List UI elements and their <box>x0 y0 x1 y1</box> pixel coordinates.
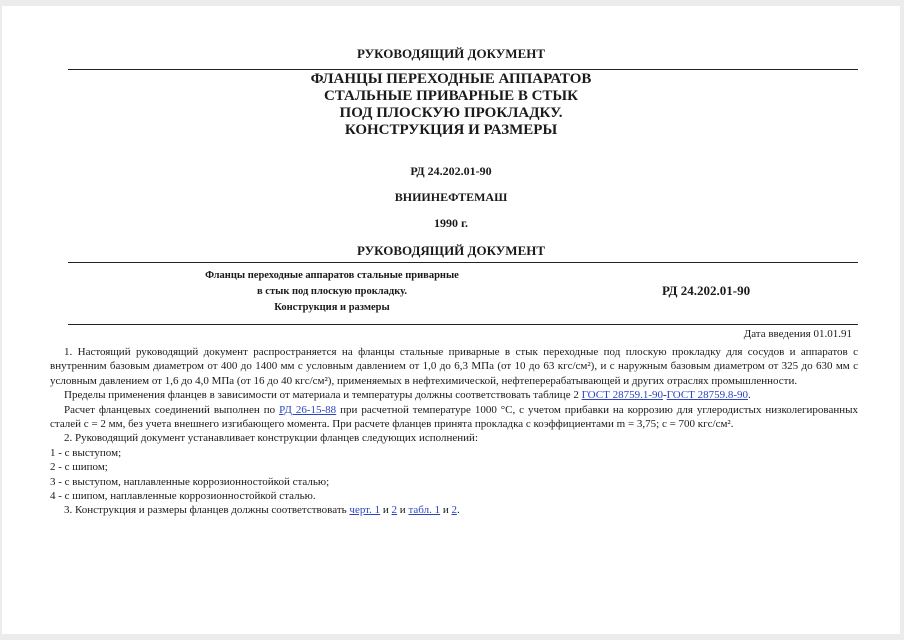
rd-26-15-88-link[interactable]: РД 26-15-88 <box>279 403 337 416</box>
title-line: ПОД ПЛОСКУЮ ПРОКЛАДКУ. <box>339 105 563 121</box>
section-code: РД 24.202.01-90 <box>662 283 751 298</box>
doc-type-header: РУКОВОДЯЩИЙ ДОКУМЕНТ <box>356 46 546 61</box>
year: 1990 г. <box>433 216 469 230</box>
document-page <box>2 6 900 634</box>
text-span: Расчет фланцевых соединений выполнен по <box>64 403 280 416</box>
paragraph-scope: 1. Настоящий руководящий документ распространяется на фланцы стальные приварные в стык переходные под плоскую прокладку для сосудов и аппаратов с внутренним базовым диаметром от 400 до 1400 мм с условным давлением от 1,0 до 6,3 МПа (от 10 до 63 кгс/см²), и с наружным базовым диаметром от 325 до 630 мм с условным давлением от 1,6 до 4,0 МПа (от 16 до 40 кгс/см²), применяемых в нефтехимической, нефтеперерабатывающей и других отраслях промышленности. <box>50 346 858 387</box>
subject-line: в стык под плоскую прокладку. <box>257 286 407 297</box>
text-span: и <box>397 504 409 517</box>
gost-28759-8-link[interactable]: ГОСТ 28759.8-90 <box>666 389 749 402</box>
text-span: 3. Конструкция и размеры фланцев должны соответствовать <box>64 504 350 517</box>
drawing-1-link[interactable]: черт. 1 <box>349 504 381 517</box>
document-body <box>50 345 858 518</box>
table-2-link[interactable]: 2 <box>451 504 457 517</box>
section-rule <box>68 262 858 263</box>
list-item: 2 - с шипом; <box>50 461 108 474</box>
introduction-date: Дата введения 01.01.91 <box>743 328 852 340</box>
title-line: ФЛАНЦЫ ПЕРЕХОДНЫЕ АППАРАТОВ <box>310 71 592 87</box>
paragraph-calculation <box>50 403 858 432</box>
text-span: . <box>456 504 460 517</box>
list-item: 3 - с выступом, наплавленные коррозионностойкой сталью; <box>50 475 330 488</box>
text-span: при расчетной температуре 1000 °С, с учетом прибавки на коррозию для углеродистых низколегированных сталей с = 2 мм, без учета внешнего изгибающего момента. При расчете фланцев принята прокладка с коэффициентами m = 3,75; c = 700 кгс/см². <box>50 403 859 431</box>
subject-line: Фланцы переходные аппаратов стальные приварные <box>205 270 459 281</box>
subject-rule <box>68 324 858 325</box>
paragraph-dimensions <box>50 503 858 517</box>
document-title <box>2 71 900 139</box>
header-rule <box>68 69 858 70</box>
text-span: Пределы применения фланцев в зависимости от материала и температуры должны соответствовать таблице 2 <box>64 389 582 402</box>
text-span: - <box>662 389 667 402</box>
document-subject <box>152 268 512 316</box>
text-span: и <box>380 504 392 517</box>
paragraph-limits <box>50 388 858 402</box>
document-code: РД 24.202.01-90 <box>410 164 492 178</box>
paragraph-designs: 2. Руководящий документ устанавливает конструкции фланцев следующих исполнений: <box>64 432 478 445</box>
list-item: 4 - с шипом, наплавленные коррозионностойкой сталью. <box>50 490 316 503</box>
subject-line: Конструкция и размеры <box>274 302 390 313</box>
title-line: КОНСТРУКЦИЯ И РАЗМЕРЫ <box>344 122 558 138</box>
organization: ВНИИНЕФТЕМАШ <box>394 190 508 204</box>
drawing-2-link[interactable]: 2 <box>391 504 398 517</box>
list-item: 1 - с выступом; <box>50 446 122 459</box>
text-span: и <box>440 504 452 517</box>
title-line: СТАЛЬНЫЕ ПРИВАРНЫЕ В СТЫК <box>323 88 579 104</box>
text-span: . <box>748 389 751 402</box>
table-1-link[interactable]: табл. 1 <box>408 504 441 517</box>
gost-28759-1-link[interactable]: ГОСТ 28759.1-90 <box>581 389 663 402</box>
section-doc-type: РУКОВОДЯЩИЙ ДОКУМЕНТ <box>356 243 546 258</box>
